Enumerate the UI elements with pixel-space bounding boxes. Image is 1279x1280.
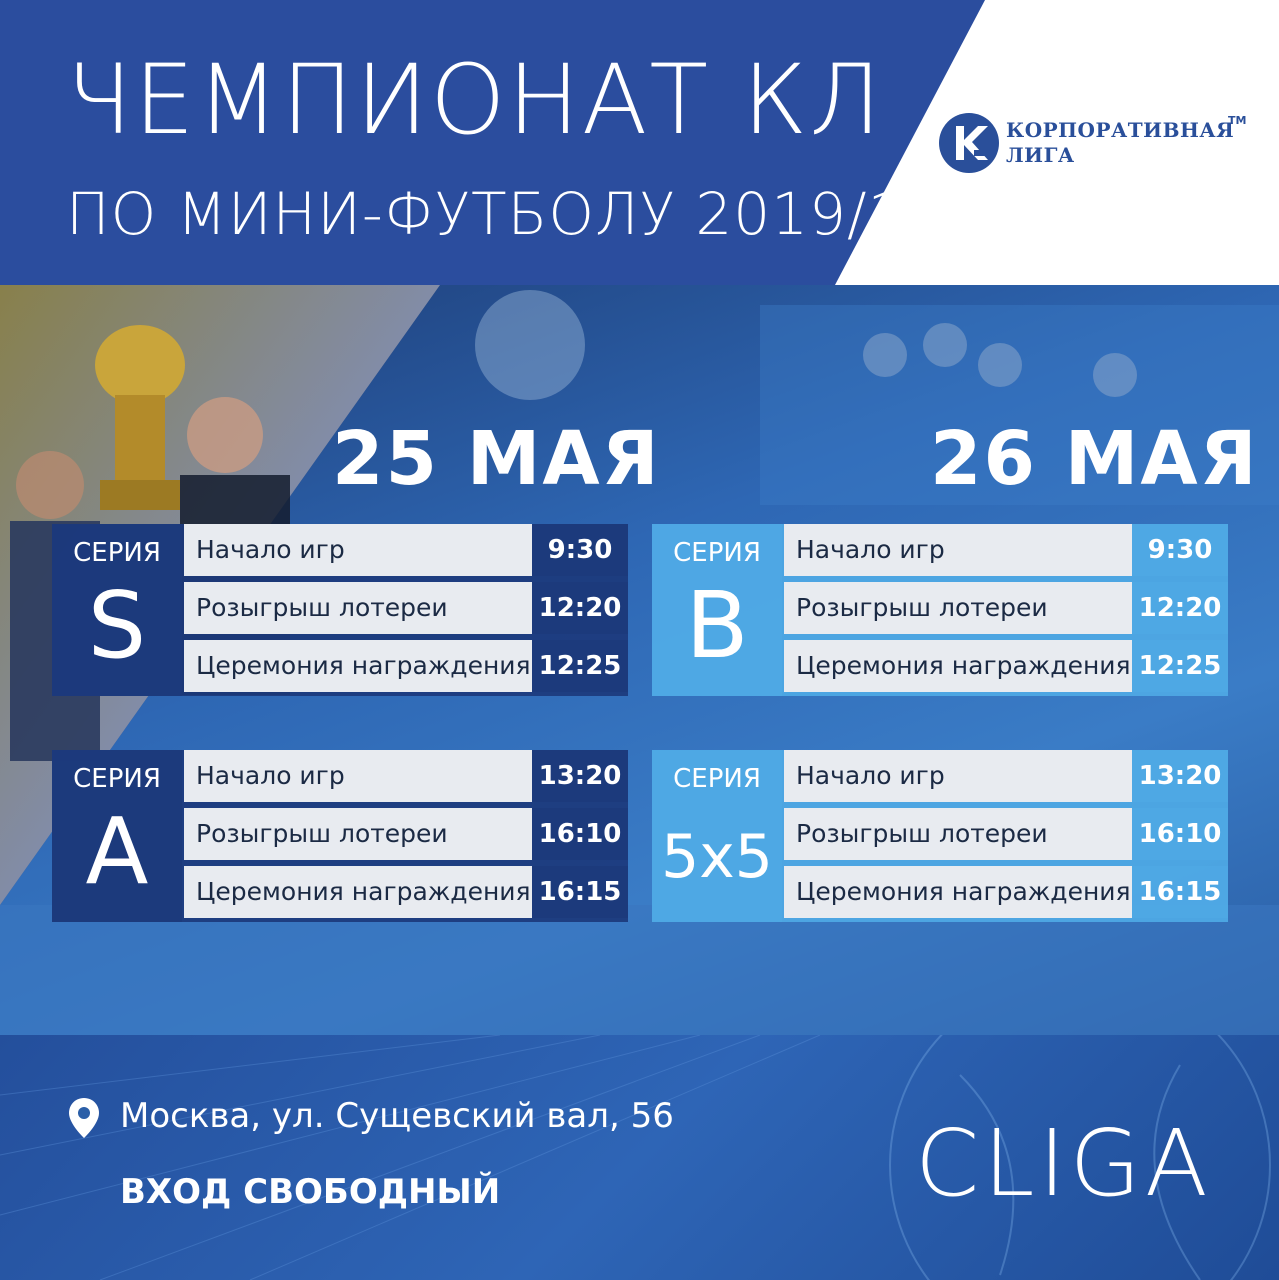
series-letter: B [685, 572, 749, 679]
schedule-rows [782, 750, 1228, 922]
trademark-sign: TM [1228, 114, 1247, 127]
schedule-block-series-5x5 [652, 750, 1228, 922]
schedule-row [182, 582, 628, 634]
event-time: 9:30 [1132, 524, 1228, 576]
event-label: Начало игр [784, 750, 1132, 802]
event-time: 12:20 [532, 582, 628, 634]
page-title: ЧЕМПИОНАТ КЛ [66, 44, 884, 156]
schedule-rows [182, 750, 628, 922]
event-time: 16:15 [532, 866, 628, 918]
schedule-block-series-b [652, 524, 1228, 696]
location-pin-icon [66, 1096, 102, 1140]
schedule-row [782, 524, 1228, 576]
series-label-box [652, 524, 782, 696]
logo-line-2: ЛИГА [1006, 143, 1075, 167]
event-time: 16:10 [1132, 808, 1228, 860]
series-word: СЕРИЯ [673, 538, 761, 568]
event-label: Начало игр [784, 524, 1132, 576]
event-time: 9:30 [532, 524, 628, 576]
league-logo-icon [938, 112, 1000, 174]
schedule-row [182, 866, 628, 918]
event-label: Церемония награждения [784, 866, 1132, 918]
series-word: СЕРИЯ [73, 764, 161, 794]
schedule-rows [782, 524, 1228, 696]
schedule-block-series-s [52, 524, 628, 696]
series-label-box [52, 524, 182, 696]
schedule-row [182, 640, 628, 692]
page-subtitle: ПО МИНИ-ФУТБОЛУ 2019/1 [66, 180, 906, 248]
event-label: Церемония награждения [184, 640, 532, 692]
series-word: СЕРИЯ [73, 538, 161, 568]
event-time: 12:20 [1132, 582, 1228, 634]
event-time: 16:10 [532, 808, 628, 860]
venue-address: Москва, ул. Сущевский вал, 56 [120, 1096, 674, 1136]
event-label: Начало игр [184, 524, 532, 576]
series-letter: S [87, 572, 147, 679]
event-label: Розыгрыш лотереи [784, 582, 1132, 634]
event-label: Розыгрыш лотереи [184, 808, 532, 860]
event-time: 13:20 [1132, 750, 1228, 802]
league-logo [938, 112, 1247, 182]
league-logo-text [1006, 118, 1234, 168]
schedule-rows [182, 524, 628, 696]
brand-wordmark: CLIGA [915, 1110, 1212, 1217]
day-heading-26-may: 26 МАЯ [930, 416, 1259, 502]
schedule-row [782, 866, 1228, 918]
event-label: Розыгрыш лотереи [184, 582, 532, 634]
series-letter: 5x5 [661, 822, 773, 892]
event-label: Начало игр [184, 750, 532, 802]
series-label-box [652, 750, 782, 922]
schedule-row [182, 808, 628, 860]
schedule-block-series-a [52, 750, 628, 922]
series-letter: A [85, 798, 149, 905]
schedule-row [182, 750, 628, 802]
series-label-box [52, 750, 182, 922]
logo-line-1: КОРПОРАТИВНАЯ [1006, 118, 1235, 142]
event-time: 13:20 [532, 750, 628, 802]
schedule-row [782, 808, 1228, 860]
event-time: 12:25 [1132, 640, 1228, 692]
event-label: Розыгрыш лотереи [784, 808, 1132, 860]
schedule-row [782, 750, 1228, 802]
event-label: Церемония награждения [184, 866, 532, 918]
event-time: 12:25 [532, 640, 628, 692]
event-label: Церемония награждения [784, 640, 1132, 692]
day-heading-25-may: 25 МАЯ [332, 416, 661, 502]
schedule-row [182, 524, 628, 576]
free-entry-note: ВХОД СВОБОДНЫЙ [120, 1172, 501, 1212]
series-word: СЕРИЯ [673, 764, 761, 794]
event-time: 16:15 [1132, 866, 1228, 918]
schedule-row [782, 640, 1228, 692]
schedule-row [782, 582, 1228, 634]
